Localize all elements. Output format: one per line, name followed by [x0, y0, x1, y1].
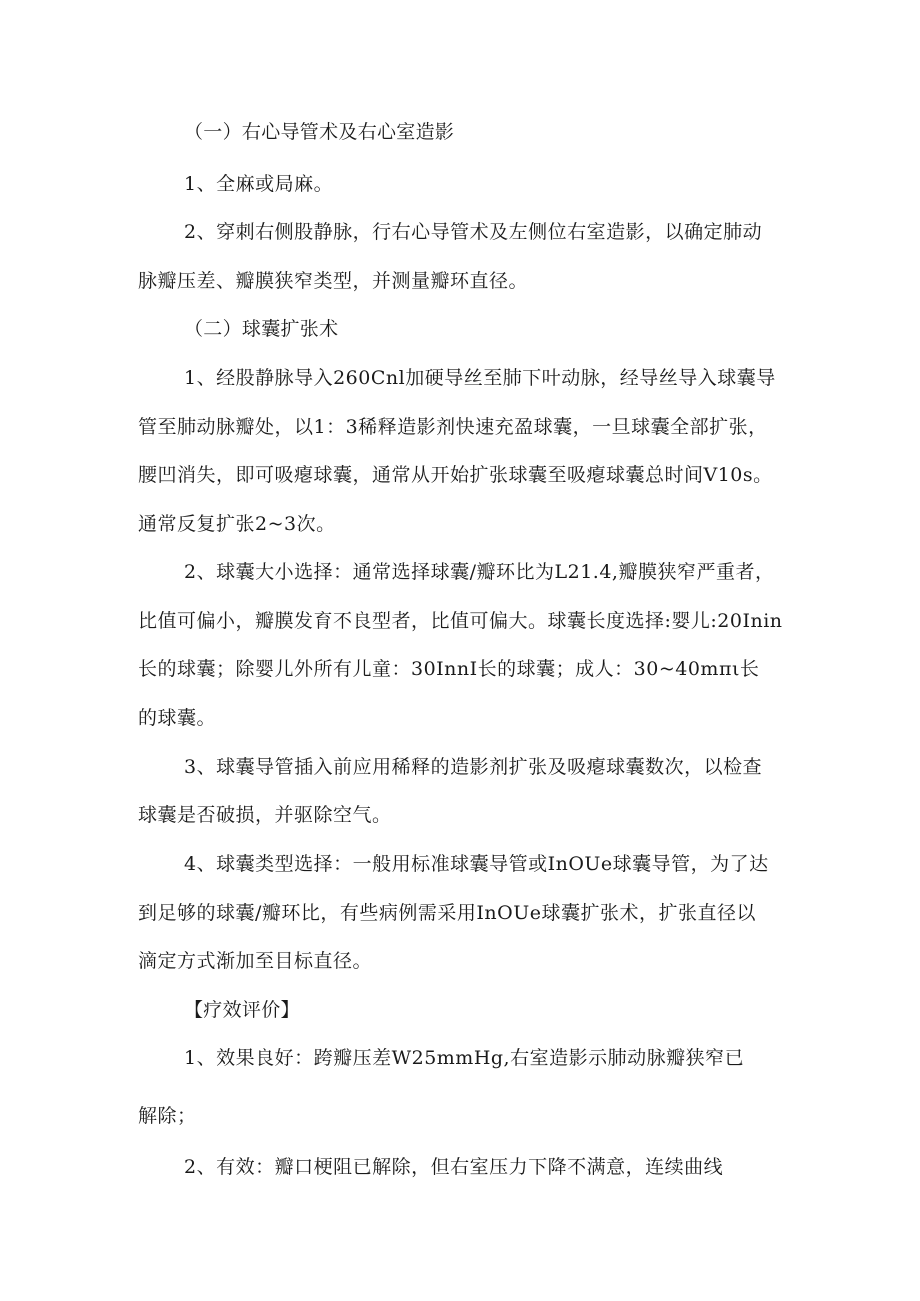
paragraph-line: 脉瓣压差、瓣膜狭窄类型，并测量瓣环直径。 [138, 270, 529, 292]
paragraph-line: 管至肺动脉瓣处，以1：3稀释造影剂快速充盈球囊，一旦球囊全部扩张， [138, 416, 768, 438]
paragraph-line: 2、穿刺右侧股静脉，行右心导管术及左侧位右室造影，以确定肺动 [184, 221, 763, 243]
paragraph-line: 1、经股静脉导入260Cnl加硬导丝至肺下叶动脉，经导丝导入球囊导 [184, 367, 776, 389]
section-heading-right-heart-catheterization: （一）右心导管术及右心室造影 [184, 121, 455, 143]
paragraph-line: 到足够的球囊/瓣环比，有些病例需采用InOUe球囊扩张术，扩张直径以 [138, 902, 756, 924]
section-heading-efficacy-evaluation: 【疗效评价】 [184, 999, 300, 1021]
paragraph-line: 1、效果良好：跨瓣压差W25mmHg,右室造影示肺动脉瓣狭窄已 [184, 1047, 745, 1069]
paragraph-line: 球囊是否破损，并驱除空气。 [138, 804, 392, 826]
section-heading-balloon-dilation: （二）球囊扩张术 [184, 318, 339, 340]
paragraph-line: 比值可偏小，瓣膜发育不良型者，比值可偏大。球囊长度选择:婴儿:20Inin [138, 610, 783, 632]
paragraph-line: 2、球囊大小选择：通常选择球囊/瓣环比为L21.4,瓣膜狭窄严重者， [184, 561, 775, 583]
paragraph-line: 1、全麻或局麻。 [184, 173, 334, 195]
paragraph-line: 通常反复扩张2~3次。 [138, 513, 336, 535]
paragraph-line: 解除； [138, 1105, 197, 1127]
paragraph-line: 4、球囊类型选择：一般用标准球囊导管或InOUe球囊导管，为了达 [184, 853, 769, 875]
paragraph-line: 长的球囊；除婴儿外所有儿童：30InnI长的球囊；成人：30~40mπι长 [138, 658, 760, 680]
paragraph-line: 3、球囊导管插入前应用稀释的造影剂扩张及吸瘪球囊数次，以检查 [184, 756, 763, 778]
paragraph-line: 2、有效：瓣口梗阻已解除，但右室压力下降不满意，连续曲线 [184, 1156, 724, 1178]
paragraph-line: 腰凹消失，即可吸瘪球囊，通常从开始扩张球囊至吸瘪球囊总时间V10s。 [138, 464, 773, 486]
paragraph-line: 滴定方式渐加至目标直径。 [138, 950, 373, 972]
paragraph-line: 的球囊。 [138, 707, 217, 729]
